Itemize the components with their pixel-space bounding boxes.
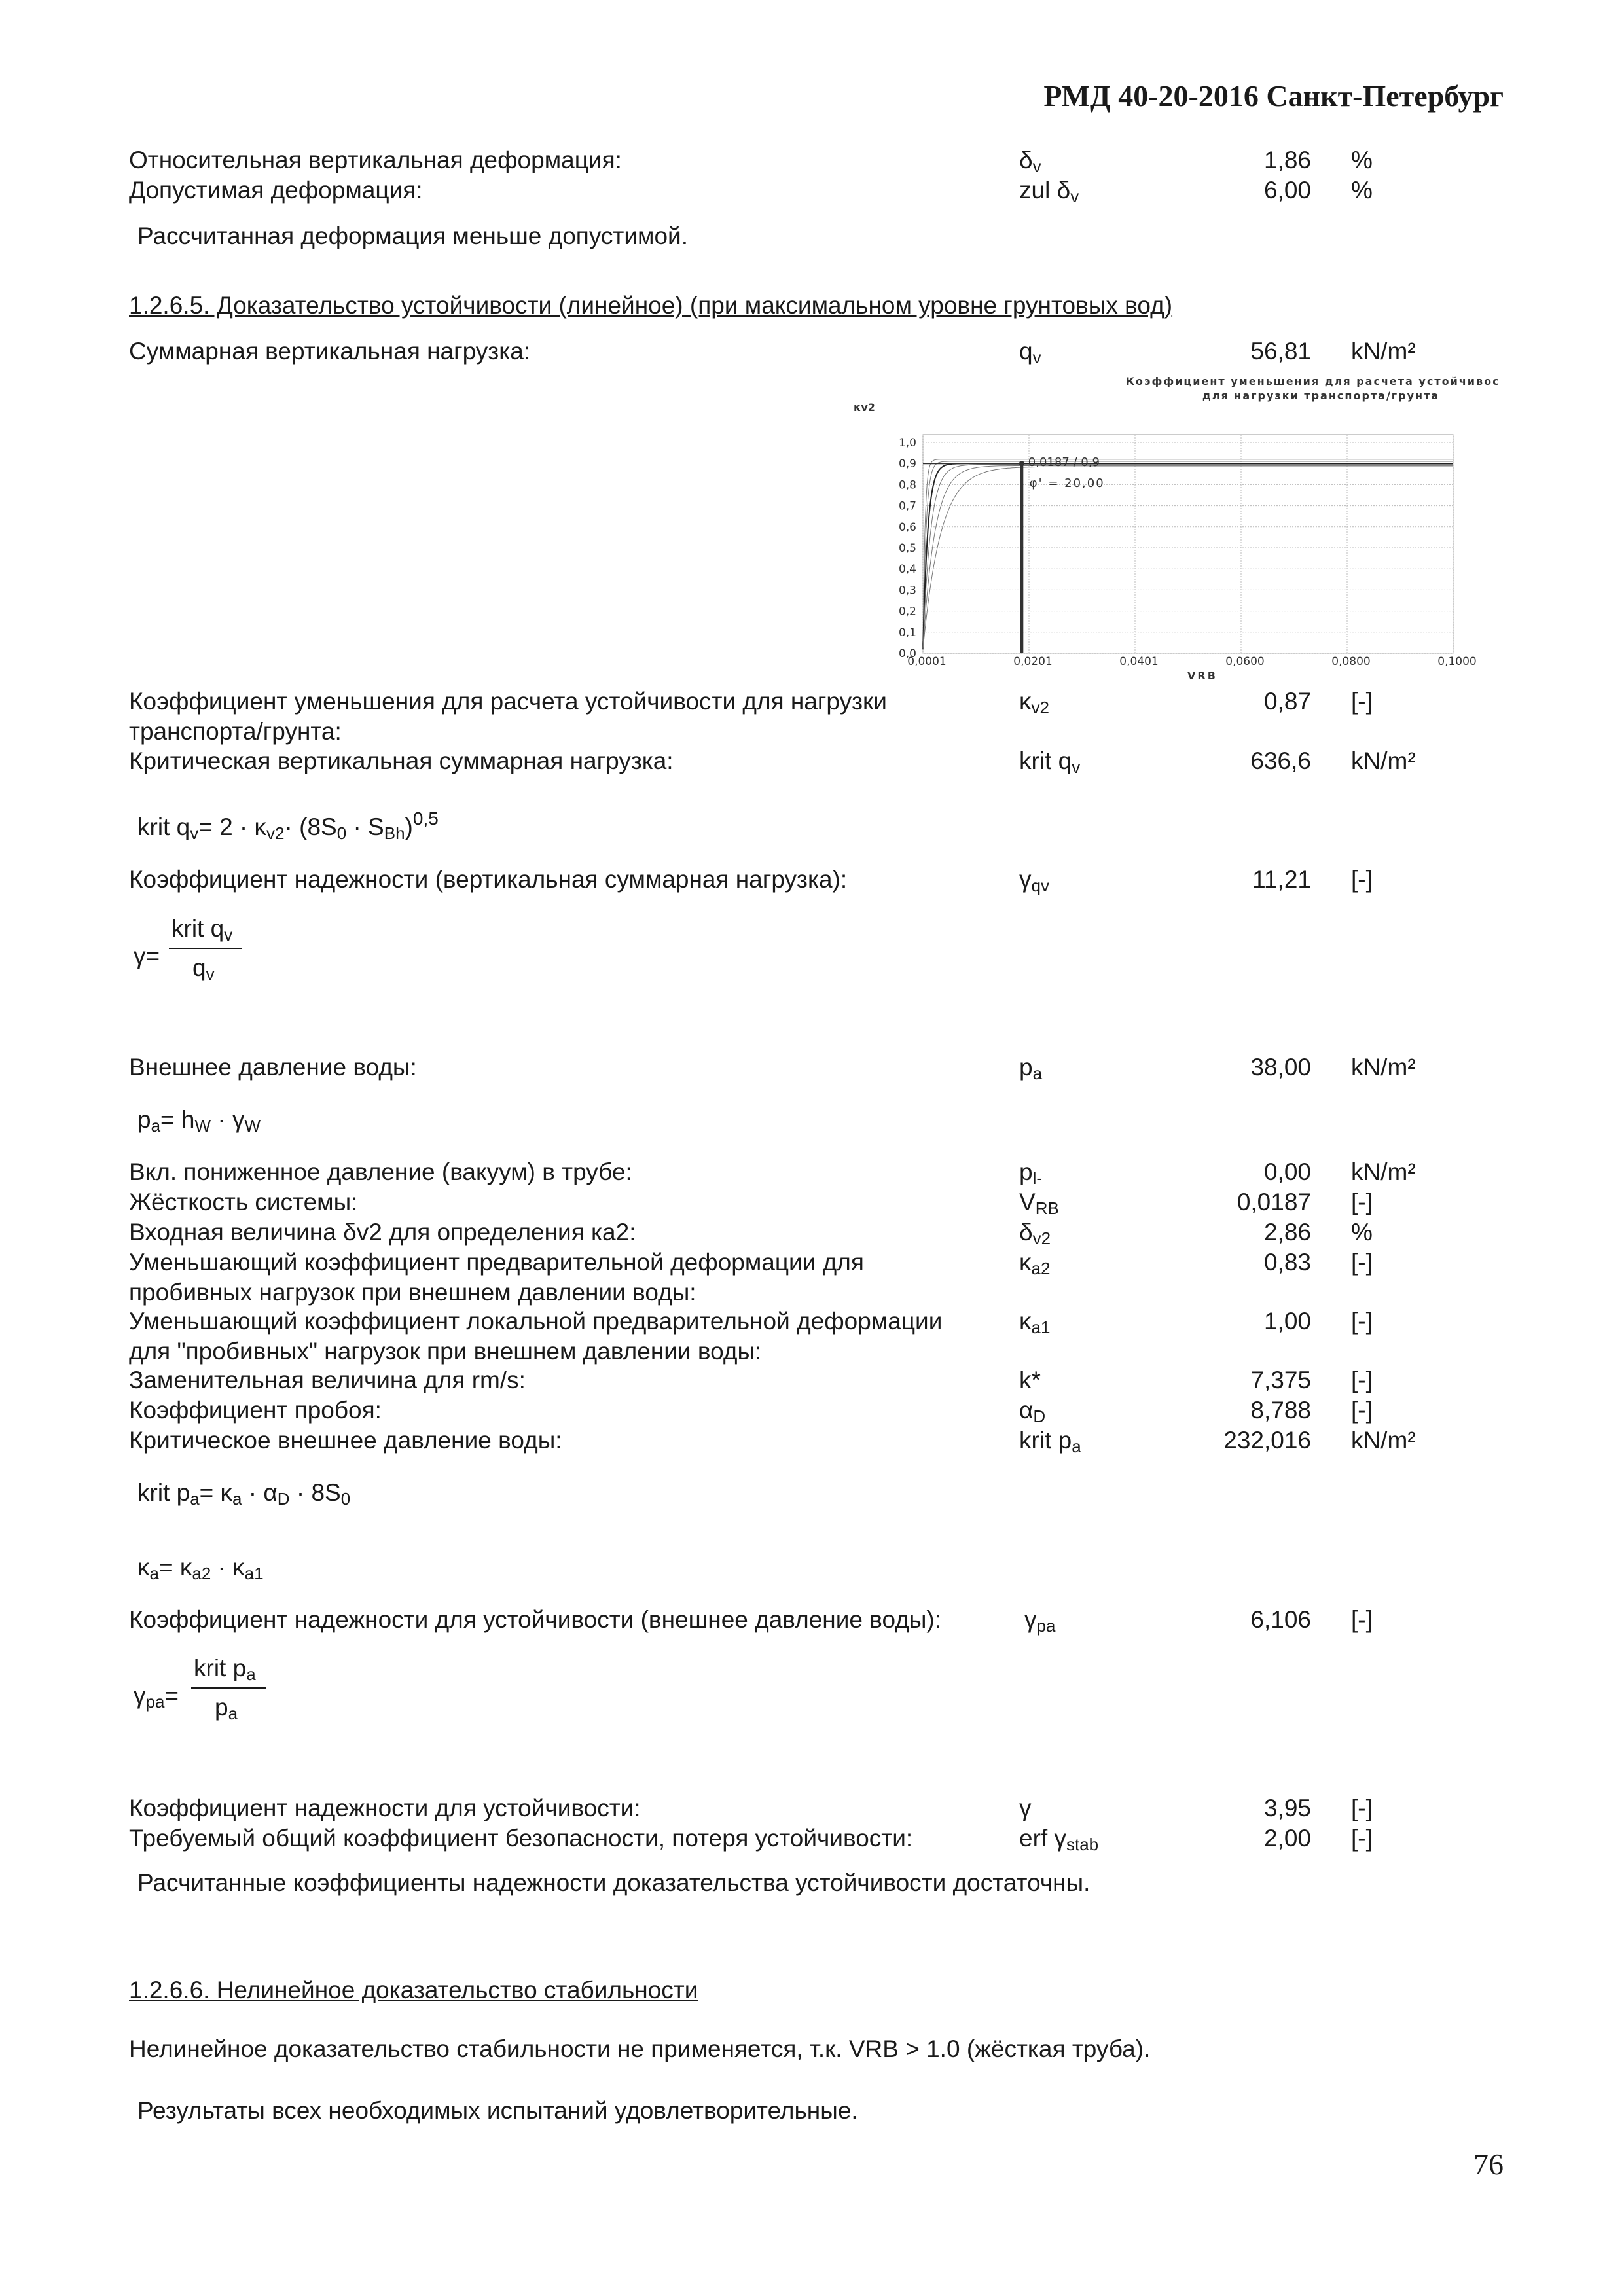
stability-conclusion: Расчитанные коэффициенты надежности доказательства устойчивости достаточны. [137,1869,1091,1896]
chart-series-line [923,465,1453,649]
label: Жёсткость системы: [129,1189,358,1215]
symbol: krit $q_v$ [1019,747,1081,777]
unit: [-] [1351,866,1373,893]
chart-y-tick-label: 0,0 [898,647,916,660]
unit: [-] [1351,1249,1373,1276]
chart-y-tick-label: 0,5 [898,542,916,555]
row-gamma-total [0,1796,1624,1826]
chart-x-tick-label: 0,0600 [1225,655,1265,668]
formula-prefix: γ= [134,942,160,969]
label: Вкл. пониженное давление (вакуум) в трубе: [129,1158,632,1185]
row-substitute-value [0,1368,1624,1398]
row-breakthrough-coefficient [0,1398,1624,1428]
unit: kN/m² [1351,338,1416,365]
unit: [-] [1351,1825,1373,1852]
chart-x-tick-label: 0,0800 [1331,655,1371,668]
value: 7,375 [1250,1367,1311,1393]
chart-x-tick-label: 0,0401 [1119,655,1159,668]
symbol: $q_v$ [1019,338,1041,367]
chart-y-tick-label: 0,7 [898,499,916,513]
section-title-linear-stability: 1.2.6.5. Доказательство устойчивости (линейное) (при максимальном уровне грунтовых вод) [129,292,1173,319]
value: 0,0187 [1236,1189,1311,1215]
label: Допустимая деформация: [129,177,423,204]
chart-y-tick-label: 0,3 [898,584,916,598]
unit: kN/m² [1351,1054,1416,1081]
row-external-water-pressure [0,1055,1624,1085]
chart-marker-phi-label: φ' = 20,00 [1029,476,1105,491]
unit: [-] [1351,1795,1373,1821]
section-title-nonlinear-stability: 1.2.6.6. Нелинейное доказательство стабильности [129,1977,698,2003]
symbol: γ [1019,1795,1032,1821]
value: 6,00 [1263,177,1311,204]
value: 1,00 [1263,1308,1311,1335]
symbol: $\gamma_{qv}$ [1019,866,1049,895]
chart-series-line [923,463,1453,649]
value: 11,21 [1252,866,1311,893]
symbol: $\kappa_{a1}$ [1019,1308,1051,1337]
final-conclusion: Результаты всех необходимых испытаний удовлетворительные. [137,2097,858,2124]
value: 232,016 [1223,1427,1311,1454]
row-delta-v2 [0,1220,1624,1250]
formula-gamma-fraction [134,916,264,1001]
chart-frame [923,435,1453,653]
label: Критическая вертикальная суммарная нагрузка: [129,747,674,774]
formula-numerator: krit $p_a$ [194,1655,256,1684]
formula-prefix: $\gamma_{pa}=$ [134,1682,179,1712]
formula-gamma-pa-fraction [134,1656,291,1741]
fraction-bar [191,1687,266,1689]
symbol: $\kappa_{v2}$ [1019,688,1049,717]
value: 56,81 [1250,338,1311,365]
formula-ka: $\kappa_a= \kappa_{a2} \cdot \kappa_{a1}$ [137,1554,264,1583]
symbol: $p_a$ [1019,1054,1043,1083]
label: Коэффициент пробоя: [129,1397,382,1424]
chart-series-line [923,465,1453,650]
chart-y-tick-label: 0,1 [898,626,916,639]
unit: % [1351,177,1373,204]
unit: [-] [1351,1367,1373,1393]
unit: [-] [1351,1397,1373,1424]
label: Критическое внешнее давление воды: [129,1427,562,1454]
chart-x-tick-label: 0,0001 [907,655,947,668]
row-critical-vertical-load [0,749,1624,779]
reduction-coefficient-chart [844,372,1499,686]
symbol: k* [1019,1367,1041,1393]
label-line1: Уменьшающий коэффициент предварительной деформации для [129,1249,864,1276]
unit: [-] [1351,1189,1373,1215]
value: 2,00 [1263,1825,1311,1852]
symbol: $\alpha_D$ [1019,1397,1046,1426]
symbol: zul $\delta_v$ [1019,177,1079,206]
label: Суммарная вертикальная нагрузка: [129,338,531,365]
chart-series-line [923,467,1453,649]
nonlinear-note: Нелинейное доказательство стабильности не применяется, т.к. VRB > 1.0 (жёсткая труба). [129,2036,1151,2062]
page-number: 76 [1473,2147,1504,2181]
formula-pa: $p_a= h_W \cdot \gamma_W$ [137,1106,261,1136]
chart-y-tick-label: 0,6 [898,520,916,534]
document-header: РМД 40-20-2016 Санкт-Петербург [1043,79,1504,113]
unit: [-] [1351,1606,1373,1633]
row-critical-external-pressure [0,1428,1624,1458]
symbol: $\delta_{v2}$ [1019,1219,1051,1248]
row-system-stiffness [0,1190,1624,1220]
value: 0,83 [1263,1249,1311,1276]
label-line2: пробивных нагрузок при внешнем давлении воды: [129,1279,696,1306]
chart-y-tick-label: 0,2 [898,605,916,619]
symbol: erf $\gamma_{stab}$ [1019,1825,1099,1854]
chart-series-line [923,461,1453,649]
unit: kN/m² [1351,1158,1416,1185]
symbol: $\gamma_{pa}$ [1024,1606,1056,1636]
chart-y-tick-label: 0,8 [898,478,916,492]
chart-y-tick-label: 0,4 [898,563,916,577]
value: 3,95 [1263,1795,1311,1821]
chart-series-line [923,459,1453,649]
label: Относительная вертикальная деформация: [129,147,622,173]
formula-krit-pa: krit $p_a= \kappa_a \cdot \alpha_D \cdot 8S_0$ [137,1479,351,1509]
row-vacuum [0,1160,1624,1190]
chart-y-tick-label: 1,0 [898,437,916,450]
chart-marker-point [1019,461,1024,466]
unit: % [1351,147,1373,173]
formula-denominator: $q_v$ [192,954,215,984]
formula-krit-qv: krit $q_v= 2 \cdot \kappa_{v2}\cdot (8S_0 \cdot S_{Bh})^{0,5}$ [137,808,439,843]
symbol: $\delta_v$ [1019,147,1041,176]
label: Коэффициент надежности для устойчивости (внешнее давление воды): [129,1606,942,1633]
row-allowed-deformation [0,178,1624,208]
label: Входная величина δv2 для определения ка2: [129,1219,636,1246]
chart-title-line1: Коэффициент уменьшения для расчета устойчивости [1125,375,1499,387]
chart-x-tick-label: 0,0201 [1013,655,1053,668]
value: 38,00 [1250,1054,1311,1081]
value: 0,00 [1263,1158,1311,1185]
value: 1,86 [1263,147,1311,173]
label-line2: транспорта/грунта: [129,718,342,745]
unit: kN/m² [1351,1427,1416,1454]
label: Коэффициент надежности (вертикальная суммарная нагрузка): [129,866,848,893]
row-relative-deformation [0,148,1624,178]
label-line1: Коэффициент уменьшения для расчета устойчивости для нагрузки [129,688,887,715]
row-ka1 [0,1308,1624,1365]
unit: [-] [1351,1308,1373,1335]
value: 6,106 [1250,1606,1311,1633]
formula-denominator: $p_a$ [215,1694,238,1723]
row-required-safety-factor [0,1826,1624,1856]
symbol: $p_{l-}$ [1019,1158,1043,1188]
label: Внешнее давление воды: [129,1054,417,1081]
unit: % [1351,1219,1373,1246]
symbol: $V_{RB}$ [1019,1189,1059,1218]
chart-y-axis-label: κv2 [854,401,875,414]
unit: [-] [1351,688,1373,715]
value: 636,6 [1250,747,1311,774]
symbol: krit $p_a$ [1019,1427,1081,1456]
chart-title-line2: для нагрузки транспорта/грунта [1202,389,1440,402]
formula-numerator: krit $q_v$ [171,915,233,944]
row-kv2 [0,688,1624,745]
row-ka2 [0,1249,1624,1306]
row-gamma-qv [0,867,1624,897]
value: 0,87 [1263,688,1311,715]
chart-marker-label: 0,0187 / 0,9 [1028,456,1100,470]
unit: kN/m² [1351,747,1416,774]
deformation-conclusion: Рассчитанная деформация меньше допустимой. [137,223,689,249]
symbol: $\kappa_{a2}$ [1019,1249,1051,1278]
label: Коэффициент надежности для устойчивости: [129,1795,641,1821]
label-line1: Уменьшающий коэффициент локальной предварительной деформации [129,1308,943,1335]
chart-svg [844,372,1499,686]
chart-x-axis-label: VRB [1187,670,1218,682]
row-total-vertical-load [0,339,1624,369]
label-line2: для "пробивных" нагрузок при внешнем давлении воды: [129,1338,762,1365]
label: Требуемый общий коэффициент безопасности, потеря устойчивости: [129,1825,913,1852]
chart-x-tick-label: 0,1000 [1437,655,1477,668]
label: Заменительная величина для rm/s: [129,1367,526,1393]
fraction-bar [169,948,242,949]
value: 8,788 [1250,1397,1311,1424]
value: 2,86 [1263,1219,1311,1246]
row-gamma-pa [0,1607,1624,1638]
chart-y-tick-label: 0,9 [898,457,916,471]
